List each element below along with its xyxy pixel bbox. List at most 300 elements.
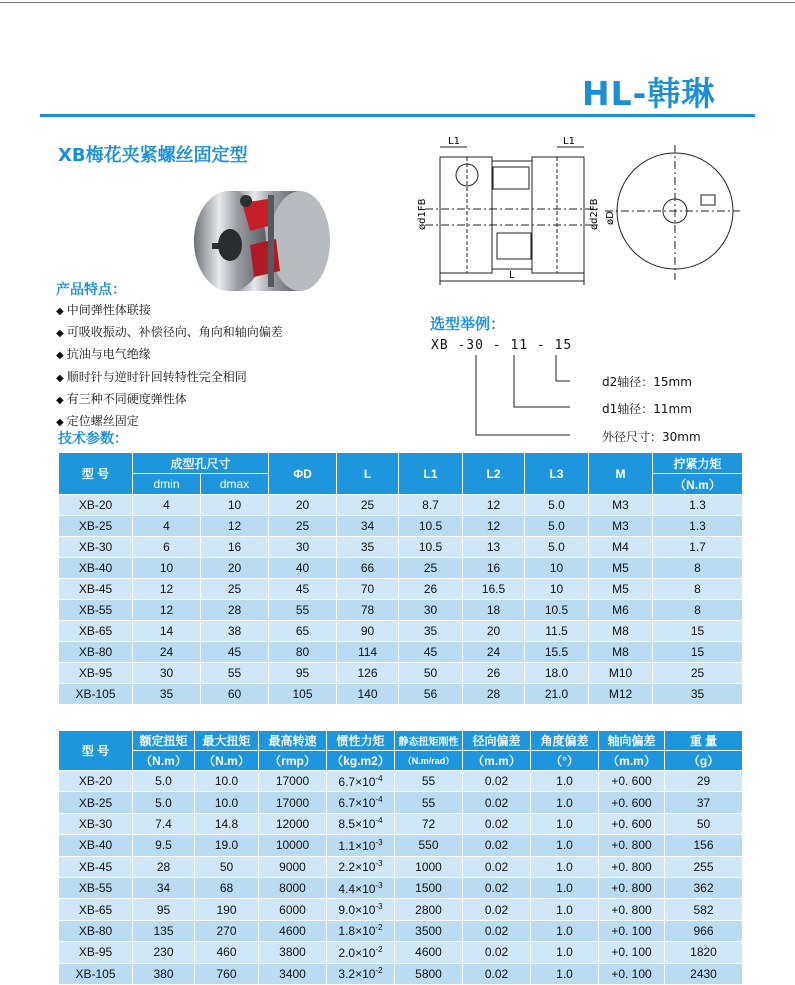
table-cell: 12 bbox=[463, 495, 525, 516]
table-cell: 28 bbox=[201, 600, 269, 621]
table-cell: M8 bbox=[589, 642, 653, 663]
inertia-base: 6.7×10 bbox=[338, 796, 376, 811]
table-cell bbox=[327, 771, 395, 792]
table-cell: 10.5 bbox=[525, 600, 589, 621]
inertia-exponent: -3 bbox=[375, 880, 383, 890]
table-cell: 45 bbox=[201, 642, 269, 663]
table-cell: 16 bbox=[201, 537, 269, 558]
table-cell: 1.0 bbox=[531, 877, 599, 898]
table-cell: 6000 bbox=[259, 899, 327, 920]
inertia-exponent: -2 bbox=[375, 944, 383, 954]
table-cell: +0. 600 bbox=[599, 771, 665, 792]
inertia-exponent: -3 bbox=[375, 837, 383, 847]
table-cell: 10.0 bbox=[195, 771, 259, 792]
table-cell: XB-30 bbox=[59, 537, 133, 558]
table-cell: XB-80 bbox=[59, 642, 133, 663]
table-row bbox=[59, 856, 743, 877]
col-unit: （m.m） bbox=[463, 751, 531, 771]
table-cell: XB-65 bbox=[59, 899, 133, 920]
table-row bbox=[59, 792, 743, 813]
table-cell: 12 bbox=[463, 516, 525, 537]
table-cell: XB-20 bbox=[59, 771, 133, 792]
table-row bbox=[59, 771, 743, 792]
table-cell: 0.02 bbox=[463, 942, 531, 963]
table-cell: XB-20 bbox=[59, 495, 133, 516]
inertia-base: 2.0×10 bbox=[338, 945, 376, 960]
table-cell: 95 bbox=[133, 899, 195, 920]
table-cell: 7.4 bbox=[133, 813, 195, 834]
table-cell: 190 bbox=[195, 899, 259, 920]
table-cell: 18 bbox=[463, 600, 525, 621]
table-cell: M8 bbox=[589, 621, 653, 642]
table-cell: 0.02 bbox=[463, 792, 531, 813]
note-d: 外径尺寸：30mm bbox=[602, 430, 701, 444]
table-cell: 362 bbox=[665, 877, 743, 898]
table-cell: 35 bbox=[133, 684, 201, 705]
table-cell: 20 bbox=[201, 558, 269, 579]
table-row bbox=[59, 495, 743, 516]
table-cell: 35 bbox=[653, 684, 743, 705]
table-cell: +0. 800 bbox=[599, 877, 665, 898]
table-cell: M5 bbox=[589, 558, 653, 579]
table-cell: M6 bbox=[589, 600, 653, 621]
table-cell: 15.5 bbox=[525, 642, 589, 663]
table-row bbox=[59, 558, 743, 579]
selection-title: 选型举例： bbox=[430, 315, 506, 333]
inertia-base: 6.7×10 bbox=[338, 774, 376, 789]
table-cell: 8000 bbox=[259, 877, 327, 898]
feature-item: ◆ 定位螺丝固定 bbox=[56, 411, 283, 433]
col-bore: 成型孔尺寸 bbox=[133, 453, 269, 474]
table-cell: 17000 bbox=[259, 792, 327, 813]
table-row bbox=[59, 663, 743, 684]
table-cell: 255 bbox=[665, 856, 743, 877]
table-cell: 5.0 bbox=[133, 771, 195, 792]
table-cell: +0. 800 bbox=[599, 835, 665, 856]
table-cell: M12 bbox=[589, 684, 653, 705]
table-row bbox=[59, 600, 743, 621]
feature-item: ◆ 中间弹性体联接 bbox=[56, 300, 283, 322]
col-unit: （N.m） bbox=[133, 751, 195, 771]
table-cell: 16.5 bbox=[463, 579, 525, 600]
inertia-base: 1.8×10 bbox=[338, 924, 376, 939]
table-cell: XB-55 bbox=[59, 600, 133, 621]
table-cell: 11.5 bbox=[525, 621, 589, 642]
table-cell: 2800 bbox=[395, 899, 463, 920]
inertia-exponent: -4 bbox=[375, 773, 383, 783]
table-cell bbox=[327, 899, 395, 920]
table-cell: 3400 bbox=[259, 963, 327, 984]
table-cell: XB-95 bbox=[59, 942, 133, 963]
table-cell: 2430 bbox=[665, 963, 743, 984]
inertia-exponent: -2 bbox=[375, 923, 383, 933]
dimension-table bbox=[58, 452, 743, 705]
technical-drawing bbox=[405, 135, 745, 295]
note-d2: d2轴径：15mm bbox=[602, 375, 692, 389]
table-cell: 95 bbox=[269, 663, 337, 684]
table-row bbox=[59, 516, 743, 537]
table-cell: 24 bbox=[463, 642, 525, 663]
table-cell: 28 bbox=[463, 684, 525, 705]
table-cell: 270 bbox=[195, 920, 259, 941]
col-unit: （kg.m2） bbox=[327, 751, 395, 771]
table-cell: 80 bbox=[269, 642, 337, 663]
table-cell: 13 bbox=[463, 537, 525, 558]
table-cell: 14 bbox=[133, 621, 201, 642]
table-cell: 26 bbox=[399, 579, 463, 600]
table-cell: 10 bbox=[525, 579, 589, 600]
table-cell: 16 bbox=[463, 558, 525, 579]
table-cell: 8 bbox=[653, 600, 743, 621]
table-cell: 55 bbox=[395, 771, 463, 792]
inertia-base: 2.2×10 bbox=[338, 860, 376, 875]
table-cell: XB-40 bbox=[59, 558, 133, 579]
col-unit: （rmp） bbox=[259, 751, 327, 771]
table-cell: 8 bbox=[653, 579, 743, 600]
table-cell: 760 bbox=[195, 963, 259, 984]
table-cell: 1.0 bbox=[531, 856, 599, 877]
table-cell: 34 bbox=[133, 877, 195, 898]
col-header: 最大扭矩 bbox=[195, 731, 259, 751]
col-unit: （m.m） bbox=[599, 751, 665, 771]
table-cell: 18.0 bbox=[525, 663, 589, 684]
table-cell: 9.5 bbox=[133, 835, 195, 856]
table-cell: 0.02 bbox=[463, 920, 531, 941]
col-M: M bbox=[589, 453, 653, 495]
table-cell: 5.0 bbox=[525, 516, 589, 537]
params-title: 技术参数： bbox=[58, 431, 128, 447]
table-row bbox=[59, 813, 743, 834]
table-cell: 550 bbox=[395, 835, 463, 856]
feature-item: ◆ 有三种不同硬度弹性体 bbox=[56, 389, 283, 411]
table-cell: +0. 600 bbox=[599, 792, 665, 813]
table-cell: 66 bbox=[337, 558, 399, 579]
table-cell: 20 bbox=[269, 495, 337, 516]
col-unit: （°） bbox=[531, 751, 599, 771]
table-cell: XB-40 bbox=[59, 835, 133, 856]
table-cell: +0. 800 bbox=[599, 899, 665, 920]
table-cell: 38 bbox=[201, 621, 269, 642]
inertia-exponent: -4 bbox=[375, 795, 383, 805]
table-cell: 45 bbox=[269, 579, 337, 600]
col-header: 角度偏差 bbox=[531, 731, 599, 751]
table-cell: 35 bbox=[337, 537, 399, 558]
brand-rule bbox=[40, 114, 755, 117]
table-cell bbox=[327, 877, 395, 898]
col-L1: L1 bbox=[399, 453, 463, 495]
table-cell: M3 bbox=[589, 495, 653, 516]
table-cell: 12 bbox=[133, 579, 201, 600]
table-row bbox=[59, 621, 743, 642]
table-cell: 25 bbox=[337, 495, 399, 516]
col-torque: 拧紧力矩 bbox=[653, 453, 743, 474]
table-cell bbox=[327, 792, 395, 813]
table-cell: 0.02 bbox=[463, 835, 531, 856]
inertia-exponent: -2 bbox=[375, 966, 383, 976]
table-row bbox=[59, 537, 743, 558]
table-cell: XB-55 bbox=[59, 877, 133, 898]
table-cell: 56 bbox=[399, 684, 463, 705]
table-row bbox=[59, 963, 743, 984]
table-cell: 1.0 bbox=[531, 835, 599, 856]
table-cell: 380 bbox=[133, 963, 195, 984]
inertia-base: 9.0×10 bbox=[338, 903, 376, 918]
table-cell: 1.0 bbox=[531, 813, 599, 834]
col-L3: L3 bbox=[525, 453, 589, 495]
table-cell: 26 bbox=[463, 663, 525, 684]
inertia-base: 3.2×10 bbox=[338, 967, 376, 982]
table-row bbox=[59, 920, 743, 941]
table-cell: 5.0 bbox=[525, 495, 589, 516]
col-header: 最高转速 bbox=[259, 731, 327, 751]
table-cell: 5.0 bbox=[133, 792, 195, 813]
table-cell: M3 bbox=[589, 516, 653, 537]
table-row bbox=[59, 942, 743, 963]
table-cell: 140 bbox=[337, 684, 399, 705]
table-cell: 72 bbox=[395, 813, 463, 834]
col-header: 轴向偏差 bbox=[599, 731, 665, 751]
table-cell bbox=[327, 942, 395, 963]
table-cell: 4600 bbox=[395, 942, 463, 963]
feature-item: ◆ 可吸收振动、补偿径向、角向和轴向偏差 bbox=[56, 322, 283, 344]
table-cell: 17000 bbox=[259, 771, 327, 792]
table-cell: 50 bbox=[399, 663, 463, 684]
col-unit: （N.m/rad） bbox=[395, 751, 463, 771]
table-row bbox=[59, 877, 743, 898]
col-unit: （g） bbox=[665, 751, 743, 771]
table-cell: 10 bbox=[201, 495, 269, 516]
col-torque-unit: （N.m） bbox=[653, 474, 743, 495]
table-cell: XB-105 bbox=[59, 684, 133, 705]
table-cell: 55 bbox=[269, 600, 337, 621]
table-cell: 12 bbox=[133, 600, 201, 621]
table-cell bbox=[327, 813, 395, 834]
table-cell: 156 bbox=[665, 835, 743, 856]
performance-table-body bbox=[59, 771, 743, 985]
col-header: 型 号 bbox=[59, 731, 133, 771]
table-cell: 30 bbox=[269, 537, 337, 558]
dim-d2: ød2FB bbox=[589, 198, 600, 230]
table-cell: XB-45 bbox=[59, 856, 133, 877]
table-cell: 34 bbox=[337, 516, 399, 537]
table-cell bbox=[327, 963, 395, 984]
table-cell: 1.3 bbox=[653, 495, 743, 516]
col-D: ΦD bbox=[269, 453, 337, 495]
col-L2: L2 bbox=[463, 453, 525, 495]
table-cell: 70 bbox=[337, 579, 399, 600]
table-cell: 1.0 bbox=[531, 899, 599, 920]
table-cell: 14.8 bbox=[195, 813, 259, 834]
table-cell: 25 bbox=[269, 516, 337, 537]
col-unit: （N.m） bbox=[195, 751, 259, 771]
table-cell: 1.0 bbox=[531, 963, 599, 984]
table-cell: 12000 bbox=[259, 813, 327, 834]
table-cell: 1.3 bbox=[653, 516, 743, 537]
table-cell: M5 bbox=[589, 579, 653, 600]
table-cell: 24 bbox=[133, 642, 201, 663]
table-cell: 10.5 bbox=[399, 516, 463, 537]
table-cell: 50 bbox=[195, 856, 259, 877]
table-cell: 135 bbox=[133, 920, 195, 941]
table-cell: 90 bbox=[337, 621, 399, 642]
table-cell: 0.02 bbox=[463, 856, 531, 877]
table-cell: 25 bbox=[399, 558, 463, 579]
table-cell bbox=[327, 835, 395, 856]
table-cell: 8 bbox=[653, 558, 743, 579]
table-cell: +0. 100 bbox=[599, 963, 665, 984]
col-header: 额定扭矩 bbox=[133, 731, 195, 751]
note-d1: d1轴径：11mm bbox=[602, 402, 692, 416]
table-cell: 10.5 bbox=[399, 537, 463, 558]
col-L: L bbox=[337, 453, 399, 495]
table-cell: XB-45 bbox=[59, 579, 133, 600]
inertia-base: 8.5×10 bbox=[338, 817, 376, 832]
table-cell: 60 bbox=[201, 684, 269, 705]
table-cell: 4600 bbox=[259, 920, 327, 941]
table-cell: 45 bbox=[399, 642, 463, 663]
table-cell: 10 bbox=[133, 558, 201, 579]
table-row bbox=[59, 579, 743, 600]
col-header: 径向偏差 bbox=[463, 731, 531, 751]
dim-d1: ød1FB bbox=[417, 198, 428, 230]
table-cell: 126 bbox=[337, 663, 399, 684]
col-header: 静态扭矩刚性 bbox=[395, 731, 463, 751]
dim-l1-right: L1 bbox=[563, 136, 575, 147]
table-cell: 0.02 bbox=[463, 963, 531, 984]
top-rule bbox=[0, 2, 795, 3]
table-cell bbox=[327, 856, 395, 877]
table-row bbox=[59, 899, 743, 920]
table-cell: 25 bbox=[201, 579, 269, 600]
table-cell: 0.02 bbox=[463, 899, 531, 920]
col-header: 惯性力矩 bbox=[327, 731, 395, 751]
table-cell: 0.02 bbox=[463, 877, 531, 898]
table-cell: 10.0 bbox=[195, 792, 259, 813]
table-row bbox=[59, 835, 743, 856]
table-cell: 40 bbox=[269, 558, 337, 579]
table-cell: 55 bbox=[395, 792, 463, 813]
brand-logo: HL-韩琳 bbox=[582, 74, 716, 113]
col-dmin: dmin bbox=[133, 474, 201, 495]
table-cell: 1.0 bbox=[531, 920, 599, 941]
features-title: 产品特点： bbox=[56, 282, 126, 298]
table-cell: 19.0 bbox=[195, 835, 259, 856]
table-cell: 10000 bbox=[259, 835, 327, 856]
inertia-exponent: -3 bbox=[375, 859, 383, 869]
inertia-exponent: -4 bbox=[375, 816, 383, 826]
table-cell: XB-65 bbox=[59, 621, 133, 642]
table-cell: +0. 800 bbox=[599, 856, 665, 877]
table-cell: 37 bbox=[665, 792, 743, 813]
table-cell: 114 bbox=[337, 642, 399, 663]
table-cell: 8.7 bbox=[399, 495, 463, 516]
performance-table-head bbox=[59, 731, 743, 771]
table-cell: 30 bbox=[133, 663, 201, 684]
table-cell: XB-25 bbox=[59, 792, 133, 813]
col-dmax: dmax bbox=[201, 474, 269, 495]
table-cell: 1.0 bbox=[531, 771, 599, 792]
table-cell: 28 bbox=[133, 856, 195, 877]
performance-table bbox=[58, 730, 743, 985]
table-cell: 0.02 bbox=[463, 771, 531, 792]
table-cell: 6 bbox=[133, 537, 201, 558]
table-cell: XB-95 bbox=[59, 663, 133, 684]
dim-l: L bbox=[509, 270, 515, 281]
inertia-base: 4.4×10 bbox=[338, 881, 376, 896]
dim-l1-left: L1 bbox=[448, 136, 460, 147]
table-cell: XB-30 bbox=[59, 813, 133, 834]
table-cell: 1.7 bbox=[653, 537, 743, 558]
table-cell: 15 bbox=[653, 642, 743, 663]
table-cell: 30 bbox=[399, 600, 463, 621]
table-cell: M4 bbox=[589, 537, 653, 558]
features-list bbox=[56, 300, 283, 433]
table-cell: 29 bbox=[665, 771, 743, 792]
table-cell: 9000 bbox=[259, 856, 327, 877]
table-cell: 105 bbox=[269, 684, 337, 705]
table-cell: 20 bbox=[463, 621, 525, 642]
table-cell: 3800 bbox=[259, 942, 327, 963]
table-cell: 966 bbox=[665, 920, 743, 941]
table-cell: 1820 bbox=[665, 942, 743, 963]
feature-item: ◆ 顺时针与逆时针回转特性完全相同 bbox=[56, 367, 283, 389]
table-cell: XB-25 bbox=[59, 516, 133, 537]
table-cell: +0. 600 bbox=[599, 813, 665, 834]
table-cell: 55 bbox=[201, 663, 269, 684]
table-cell: 4 bbox=[133, 495, 201, 516]
table-cell: 582 bbox=[665, 899, 743, 920]
table-cell: 5800 bbox=[395, 963, 463, 984]
col-header: 重 量 bbox=[665, 731, 743, 751]
table-row bbox=[59, 684, 743, 705]
table-cell: 3500 bbox=[395, 920, 463, 941]
feature-item: ◆ 抗油与电气绝缘 bbox=[56, 344, 283, 366]
table-cell: 10 bbox=[525, 558, 589, 579]
table-cell: 1.0 bbox=[531, 942, 599, 963]
table-cell: 5.0 bbox=[525, 537, 589, 558]
table-cell: 460 bbox=[195, 942, 259, 963]
table-cell: M10 bbox=[589, 663, 653, 684]
col-model: 型 号 bbox=[59, 453, 133, 495]
table-cell bbox=[327, 920, 395, 941]
table-cell: 25 bbox=[653, 663, 743, 684]
table-cell: 65 bbox=[269, 621, 337, 642]
dimension-table-body bbox=[59, 495, 743, 705]
table-row bbox=[59, 642, 743, 663]
table-cell: 1.0 bbox=[531, 792, 599, 813]
dim-d: øD bbox=[605, 211, 616, 225]
table-cell: 78 bbox=[337, 600, 399, 621]
table-cell: 50 bbox=[665, 813, 743, 834]
table-cell: 0.02 bbox=[463, 813, 531, 834]
product-title: XB梅花夹紧螺丝固定型 bbox=[58, 145, 248, 166]
table-cell: +0. 100 bbox=[599, 920, 665, 941]
table-cell: 35 bbox=[399, 621, 463, 642]
inertia-base: 1.1×10 bbox=[338, 838, 376, 853]
table-cell: 68 bbox=[195, 877, 259, 898]
table-cell: 21.0 bbox=[525, 684, 589, 705]
coupling-photo bbox=[190, 185, 332, 297]
table-cell: 1000 bbox=[395, 856, 463, 877]
table-cell: 15 bbox=[653, 621, 743, 642]
table-cell: XB-105 bbox=[59, 963, 133, 984]
table-cell: 12 bbox=[201, 516, 269, 537]
table-cell: +0. 100 bbox=[599, 942, 665, 963]
table-cell: 4 bbox=[133, 516, 201, 537]
table-cell: XB-80 bbox=[59, 920, 133, 941]
selection-leaders bbox=[440, 345, 570, 441]
table-cell: 230 bbox=[133, 942, 195, 963]
